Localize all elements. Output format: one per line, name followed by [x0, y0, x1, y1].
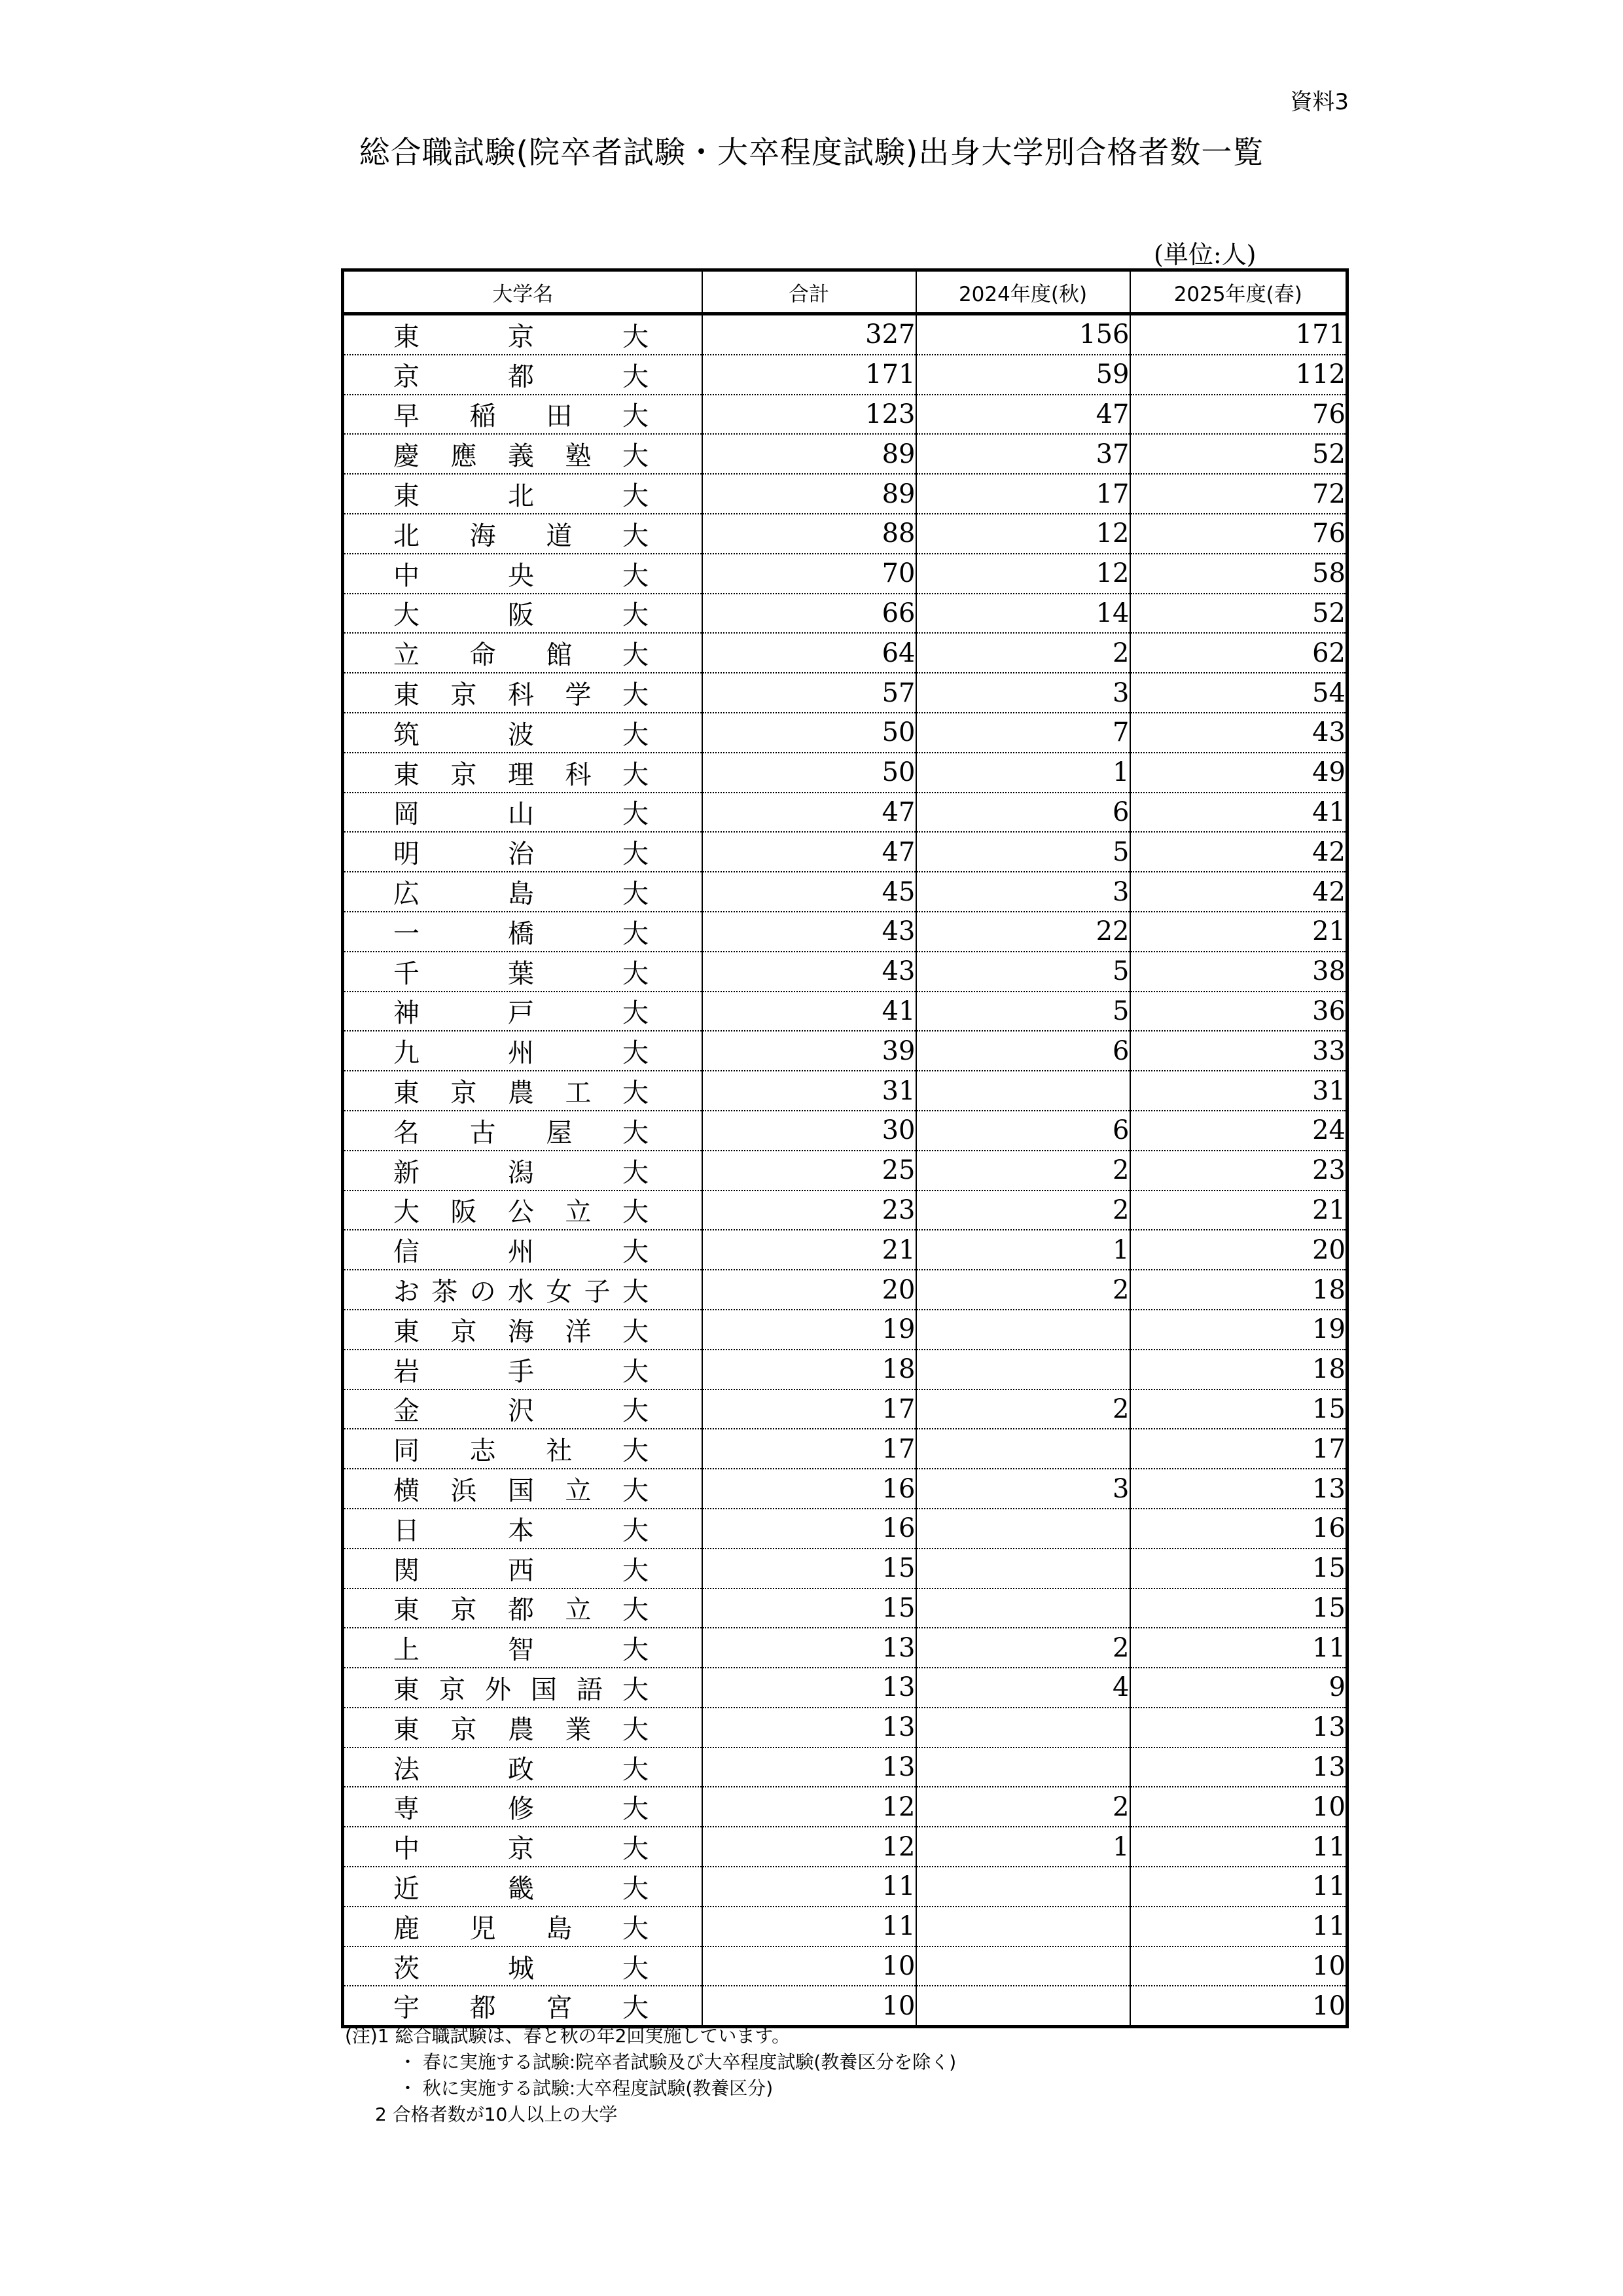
autumn-2024-cell: 6	[916, 793, 1130, 833]
spring-2025-cell: 10	[1130, 1787, 1347, 1827]
university-name-cell	[343, 1827, 702, 1867]
university-name-cell	[343, 633, 702, 673]
autumn-2024-cell	[916, 1867, 1130, 1907]
header-university: 大学名	[343, 270, 702, 314]
table-row	[343, 1071, 1347, 1111]
university-name-cell	[343, 514, 702, 554]
table-body	[343, 314, 1347, 2027]
autumn-2024-cell	[916, 1946, 1130, 1986]
autumn-2024-cell	[916, 1310, 1130, 1350]
autumn-2024-cell: 3	[916, 1469, 1130, 1509]
total-cell: 13	[702, 1748, 916, 1787]
autumn-2024-cell	[916, 1588, 1130, 1628]
total-cell: 13	[702, 1708, 916, 1748]
university-name: 東 北 大	[393, 481, 649, 512]
spring-2025-cell: 21	[1130, 1191, 1347, 1230]
table-row	[343, 992, 1347, 1031]
table-row	[343, 314, 1347, 355]
university-name-cell	[343, 1469, 702, 1509]
table-row	[343, 1588, 1347, 1628]
autumn-2024-cell: 1	[916, 1230, 1130, 1270]
spring-2025-cell: 62	[1130, 633, 1347, 673]
total-cell: 17	[702, 1390, 916, 1429]
spring-2025-cell: 24	[1130, 1111, 1347, 1151]
spring-2025-cell: 49	[1130, 753, 1347, 793]
table-row	[343, 1668, 1347, 1708]
autumn-2024-cell	[916, 1907, 1130, 1946]
spring-2025-cell: 18	[1130, 1270, 1347, 1310]
university-name: 岩 手 大	[393, 1356, 649, 1387]
autumn-2024-cell: 14	[916, 594, 1130, 634]
university-name: 法 政 大	[393, 1754, 649, 1785]
university-name: 近 畿 大	[393, 1873, 649, 1904]
total-cell: 123	[702, 395, 916, 435]
spring-2025-cell: 171	[1130, 314, 1347, 355]
autumn-2024-cell: 5	[916, 952, 1130, 992]
spring-2025-cell: 9	[1130, 1668, 1347, 1708]
university-name: 九 州 大	[393, 1038, 649, 1069]
university-name-cell	[343, 1429, 702, 1469]
autumn-2024-cell: 2	[916, 633, 1130, 673]
autumn-2024-cell: 1	[916, 753, 1130, 793]
spring-2025-cell: 58	[1130, 554, 1347, 594]
autumn-2024-cell	[916, 1748, 1130, 1787]
spring-2025-cell: 18	[1130, 1350, 1347, 1390]
total-cell: 43	[702, 912, 916, 952]
autumn-2024-cell: 2	[916, 1390, 1130, 1429]
spring-2025-cell: 36	[1130, 992, 1347, 1031]
autumn-2024-cell	[916, 1708, 1130, 1748]
spring-2025-cell: 41	[1130, 793, 1347, 833]
table-row	[343, 1827, 1347, 1867]
spring-2025-cell: 11	[1130, 1907, 1347, 1946]
table-row	[343, 872, 1347, 912]
spring-2025-cell: 10	[1130, 1946, 1347, 1986]
spring-2025-cell: 42	[1130, 832, 1347, 872]
university-name-cell	[343, 1708, 702, 1748]
table-row	[343, 474, 1347, 514]
autumn-2024-cell: 2	[916, 1191, 1130, 1230]
university-name: 東 京 理 科 大	[393, 759, 649, 790]
table-row	[343, 554, 1347, 594]
autumn-2024-cell	[916, 1429, 1130, 1469]
autumn-2024-cell	[916, 1549, 1130, 1588]
spring-2025-cell: 20	[1130, 1230, 1347, 1270]
university-name-cell	[343, 1111, 702, 1151]
table-row	[343, 1429, 1347, 1469]
autumn-2024-cell: 6	[916, 1031, 1130, 1071]
total-cell: 88	[702, 514, 916, 554]
university-name-cell	[343, 952, 702, 992]
university-name-cell	[343, 1668, 702, 1708]
total-cell: 89	[702, 434, 916, 474]
spring-2025-cell: 16	[1130, 1509, 1347, 1549]
unit-label: (単位:人)	[1154, 240, 1257, 269]
spring-2025-cell: 54	[1130, 673, 1347, 713]
autumn-2024-cell: 17	[916, 474, 1130, 514]
table-row	[343, 1907, 1347, 1946]
spring-2025-cell: 13	[1130, 1748, 1347, 1787]
university-name: 信 州 大	[393, 1237, 649, 1268]
spring-2025-cell: 10	[1130, 1986, 1347, 2026]
total-cell: 10	[702, 1946, 916, 1986]
university-name-cell	[343, 1867, 702, 1907]
university-name: 一 橋 大	[393, 918, 649, 949]
university-name: 中 央 大	[393, 560, 649, 591]
total-cell: 25	[702, 1151, 916, 1191]
spring-2025-cell: 15	[1130, 1549, 1347, 1588]
note-line: 2 合格者数が10人以上の大学	[375, 2104, 618, 2125]
university-name: お 茶 の 水 女 子 大	[393, 1277, 649, 1308]
university-name-cell	[343, 1748, 702, 1787]
spring-2025-cell: 31	[1130, 1071, 1347, 1111]
table-row	[343, 832, 1347, 872]
table-row	[343, 1787, 1347, 1827]
university-name: 茨 城 大	[393, 1953, 649, 1984]
results-table	[341, 268, 1349, 2028]
table-row	[343, 1191, 1347, 1230]
table-row	[343, 1628, 1347, 1668]
university-name-cell	[343, 912, 702, 952]
total-cell: 70	[702, 554, 916, 594]
university-name-cell	[343, 793, 702, 833]
autumn-2024-cell: 7	[916, 713, 1130, 753]
university-name-cell	[343, 1390, 702, 1429]
document-label: 資料3	[1290, 89, 1349, 115]
university-name-cell	[343, 594, 702, 634]
university-name: 横 浜 国 立 大	[393, 1476, 649, 1506]
total-cell: 64	[702, 633, 916, 673]
university-name-cell	[343, 753, 702, 793]
university-name: 早 稲 田 大	[393, 401, 649, 432]
total-cell: 30	[702, 1111, 916, 1151]
university-name: 広 島 大	[393, 879, 649, 910]
header-2024-autumn: 2024年度(秋)	[916, 270, 1130, 314]
table-row	[343, 514, 1347, 554]
autumn-2024-cell: 3	[916, 872, 1130, 912]
university-name: 名 古 屋 大	[393, 1117, 649, 1148]
spring-2025-cell: 11	[1130, 1867, 1347, 1907]
spring-2025-cell: 52	[1130, 434, 1347, 474]
spring-2025-cell: 15	[1130, 1588, 1347, 1628]
university-name: 大 阪 公 立 大	[393, 1197, 649, 1228]
table-row	[343, 1748, 1347, 1787]
total-cell: 10	[702, 1986, 916, 2026]
autumn-2024-cell: 12	[916, 554, 1130, 594]
total-cell: 327	[702, 314, 916, 355]
spring-2025-cell: 52	[1130, 594, 1347, 634]
autumn-2024-cell: 2	[916, 1151, 1130, 1191]
university-name-cell	[343, 872, 702, 912]
autumn-2024-cell: 5	[916, 832, 1130, 872]
note-line: ・ 秋に実施する試験:大卒程度試験(教養区分)	[399, 2077, 774, 2099]
spring-2025-cell: 72	[1130, 474, 1347, 514]
total-cell: 15	[702, 1588, 916, 1628]
autumn-2024-cell: 156	[916, 314, 1130, 355]
university-name-cell	[343, 355, 702, 395]
total-cell: 31	[702, 1071, 916, 1111]
total-cell: 39	[702, 1031, 916, 1071]
total-cell: 18	[702, 1350, 916, 1390]
total-cell: 50	[702, 713, 916, 753]
university-name: 東 京 科 学 大	[393, 680, 649, 711]
university-name: 東 京 外 国 語 大	[393, 1674, 649, 1705]
table-row	[343, 1986, 1347, 2026]
spring-2025-cell: 76	[1130, 514, 1347, 554]
spring-2025-cell: 43	[1130, 713, 1347, 753]
autumn-2024-cell: 2	[916, 1628, 1130, 1668]
spring-2025-cell: 33	[1130, 1031, 1347, 1071]
table-row	[343, 753, 1347, 793]
table-row	[343, 1111, 1347, 1151]
table-row	[343, 633, 1347, 673]
total-cell: 13	[702, 1628, 916, 1668]
university-name: 東 京 農 業 大	[393, 1714, 649, 1745]
university-name-cell	[343, 1031, 702, 1071]
table-row	[343, 793, 1347, 833]
table-row	[343, 594, 1347, 634]
spring-2025-cell: 13	[1130, 1708, 1347, 1748]
table-row	[343, 1509, 1347, 1549]
university-name: 京 都 大	[393, 361, 649, 392]
university-name-cell	[343, 1549, 702, 1588]
table-row	[343, 952, 1347, 992]
autumn-2024-cell	[916, 1350, 1130, 1390]
university-name: 千 葉 大	[393, 958, 649, 989]
autumn-2024-cell: 6	[916, 1111, 1130, 1151]
autumn-2024-cell: 2	[916, 1787, 1130, 1827]
spring-2025-cell: 11	[1130, 1827, 1347, 1867]
university-name-cell	[343, 1986, 702, 2026]
total-cell: 11	[702, 1867, 916, 1907]
total-cell: 47	[702, 793, 916, 833]
university-name-cell	[343, 1509, 702, 1549]
spring-2025-cell: 21	[1130, 912, 1347, 952]
notes	[345, 2023, 956, 2128]
autumn-2024-cell: 5	[916, 992, 1130, 1031]
note-line: ・ 春に実施する試験:院卒者試験及び大卒程度試験(教養区分を除く)	[399, 2051, 957, 2073]
university-name-cell	[343, 1907, 702, 1946]
total-cell: 13	[702, 1668, 916, 1708]
table-row	[343, 1390, 1347, 1429]
university-name: 明 治 大	[393, 839, 649, 870]
university-name-cell	[343, 1787, 702, 1827]
university-name-cell	[343, 1350, 702, 1390]
university-name: 東 京 農 工 大	[393, 1078, 649, 1109]
total-cell: 23	[702, 1191, 916, 1230]
table-header-row	[343, 270, 1347, 314]
spring-2025-cell: 13	[1130, 1469, 1347, 1509]
university-name: 立 命 館 大	[393, 640, 649, 671]
total-cell: 171	[702, 355, 916, 395]
table-row	[343, 1549, 1347, 1588]
table-row	[343, 1946, 1347, 1986]
university-name: 鹿 児 島 大	[393, 1913, 649, 1944]
total-cell: 41	[702, 992, 916, 1031]
university-name: 関 西 大	[393, 1555, 649, 1586]
autumn-2024-cell	[916, 1071, 1130, 1111]
university-name: 金 沢 大	[393, 1396, 649, 1427]
university-name: 日 本 大	[393, 1515, 649, 1546]
table-row	[343, 1230, 1347, 1270]
autumn-2024-cell: 22	[916, 912, 1130, 952]
university-name-cell	[343, 314, 702, 355]
table-row	[343, 1310, 1347, 1350]
table-row	[343, 1350, 1347, 1390]
university-name-cell	[343, 1946, 702, 1986]
university-name-cell	[343, 1270, 702, 1310]
autumn-2024-cell: 1	[916, 1827, 1130, 1867]
total-cell: 12	[702, 1827, 916, 1867]
university-name: 東 京 大	[393, 321, 649, 352]
total-cell: 15	[702, 1549, 916, 1588]
total-cell: 17	[702, 1429, 916, 1469]
university-name-cell	[343, 1151, 702, 1191]
university-name-cell	[343, 434, 702, 474]
total-cell: 89	[702, 474, 916, 514]
university-name: 同 志 社 大	[393, 1436, 649, 1467]
autumn-2024-cell: 12	[916, 514, 1130, 554]
university-name: 慶 應 義 塾 大	[393, 441, 649, 472]
table-row	[343, 1151, 1347, 1191]
spring-2025-cell: 112	[1130, 355, 1347, 395]
total-cell: 66	[702, 594, 916, 634]
total-cell: 50	[702, 753, 916, 793]
note-line: (注)1 総合職試験は、春と秋の年2回実施しています。	[345, 2025, 791, 2047]
university-name-cell	[343, 554, 702, 594]
university-name: 上 智 大	[393, 1635, 649, 1666]
university-name: 東 京 海 洋 大	[393, 1316, 649, 1347]
university-name-cell	[343, 713, 702, 753]
spring-2025-cell: 11	[1130, 1628, 1347, 1668]
autumn-2024-cell: 47	[916, 395, 1130, 435]
total-cell: 47	[702, 832, 916, 872]
university-name: 筑 波 大	[393, 719, 649, 750]
university-name-cell	[343, 1628, 702, 1668]
autumn-2024-cell	[916, 1986, 1130, 2026]
spring-2025-cell: 17	[1130, 1429, 1347, 1469]
table-row	[343, 673, 1347, 713]
table-row	[343, 912, 1347, 952]
total-cell: 21	[702, 1230, 916, 1270]
total-cell: 12	[702, 1787, 916, 1827]
university-name: 新 潟 大	[393, 1157, 649, 1188]
autumn-2024-cell: 59	[916, 355, 1130, 395]
autumn-2024-cell: 4	[916, 1668, 1130, 1708]
university-name: 宇 都 宮 大	[393, 1993, 649, 2024]
university-name-cell	[343, 395, 702, 435]
university-name: 東 京 都 立 大	[393, 1595, 649, 1626]
autumn-2024-cell: 2	[916, 1270, 1130, 1310]
header-2025-spring: 2025年度(春)	[1130, 270, 1347, 314]
university-name-cell	[343, 1071, 702, 1111]
university-name: 大 阪 大	[393, 600, 649, 631]
table-row	[343, 355, 1347, 395]
university-name: 北 海 道 大	[393, 520, 649, 551]
total-cell: 16	[702, 1469, 916, 1509]
table-row	[343, 1867, 1347, 1907]
university-name: 専 修 大	[393, 1794, 649, 1825]
total-cell: 57	[702, 673, 916, 713]
header-total: 合計	[702, 270, 916, 314]
table-row	[343, 1031, 1347, 1071]
table-row	[343, 713, 1347, 753]
autumn-2024-cell	[916, 1509, 1130, 1549]
university-name-cell	[343, 832, 702, 872]
table-row	[343, 1270, 1347, 1310]
page-title: 総合職試験(院卒者試験・大卒程度試験)出身大学別合格者数一覧	[359, 135, 1264, 171]
university-name-cell	[343, 992, 702, 1031]
university-name-cell	[343, 1310, 702, 1350]
spring-2025-cell: 23	[1130, 1151, 1347, 1191]
table-row	[343, 1708, 1347, 1748]
university-name: 神 戸 大	[393, 998, 649, 1029]
spring-2025-cell: 19	[1130, 1310, 1347, 1350]
spring-2025-cell: 76	[1130, 395, 1347, 435]
total-cell: 43	[702, 952, 916, 992]
university-name-cell	[343, 1191, 702, 1230]
university-name: 中 京 大	[393, 1834, 649, 1865]
total-cell: 16	[702, 1509, 916, 1549]
university-name: 岡 山 大	[393, 799, 649, 830]
autumn-2024-cell: 3	[916, 673, 1130, 713]
table-row	[343, 434, 1347, 474]
total-cell: 45	[702, 872, 916, 912]
spring-2025-cell: 42	[1130, 872, 1347, 912]
university-name-cell	[343, 474, 702, 514]
total-cell: 11	[702, 1907, 916, 1946]
spring-2025-cell: 38	[1130, 952, 1347, 992]
university-name-cell	[343, 1230, 702, 1270]
total-cell: 19	[702, 1310, 916, 1350]
table-row	[343, 395, 1347, 435]
university-name-cell	[343, 1588, 702, 1628]
spring-2025-cell: 15	[1130, 1390, 1347, 1429]
university-name-cell	[343, 673, 702, 713]
total-cell: 20	[702, 1270, 916, 1310]
autumn-2024-cell: 37	[916, 434, 1130, 474]
table-row	[343, 1469, 1347, 1509]
